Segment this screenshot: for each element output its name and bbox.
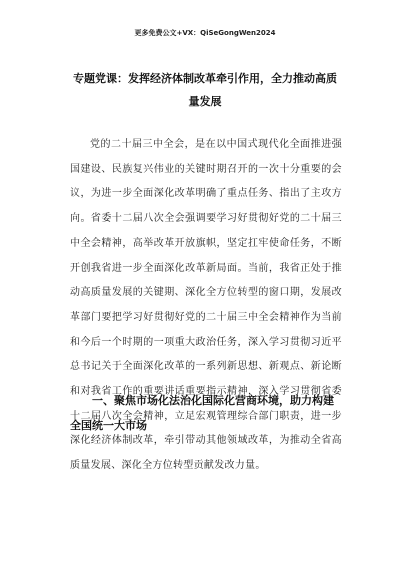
body-paragraph: 党的二十届三中全会，是在以中国式现代化全面推进强国建设、民族复兴伟业的关键时期召开的一次十分重要的会议，为进一步全面深化改革明确了重点任务、指出了主攻方向。省委十二届八次全会强调要学习好贯彻好党的二十届三中全会精神，高举改革开放旗帜，坚定扛牢使命任务，不断开创我省进一步全面深化改革新局面。当前，我省正处于推动高质量发展的关键期、深化全方位转型的窗口期，发展改革部门要把学习好贯彻好党的二十届三中全会精神作为当前和今后一个时期的一项重大政治任务，深入学习贯彻习近平总书记关于全面深化改革的一系列新思想、新观点、新论断和对我省工作的重要讲话重要指示精神，深入学习贯彻省委十二届八次全会精神，立足宏观管理综合部门职责，进一步深化经济体制改革，牵引带动其他领域改革，为推动全省高质量发展、深化全方位转型贡献发改力量。 xyxy=(70,139,342,472)
document-title: 专题党课：发挥经济体制改革牵引作用，全力推动高质量发展 xyxy=(73,72,337,108)
page-header: 更多免费公文+VX：QiSeGongWen2024 xyxy=(134,29,276,37)
section-heading: 一、聚焦市场化法治化国际化营商环境，助力构建全国统一大市场 xyxy=(70,394,334,432)
